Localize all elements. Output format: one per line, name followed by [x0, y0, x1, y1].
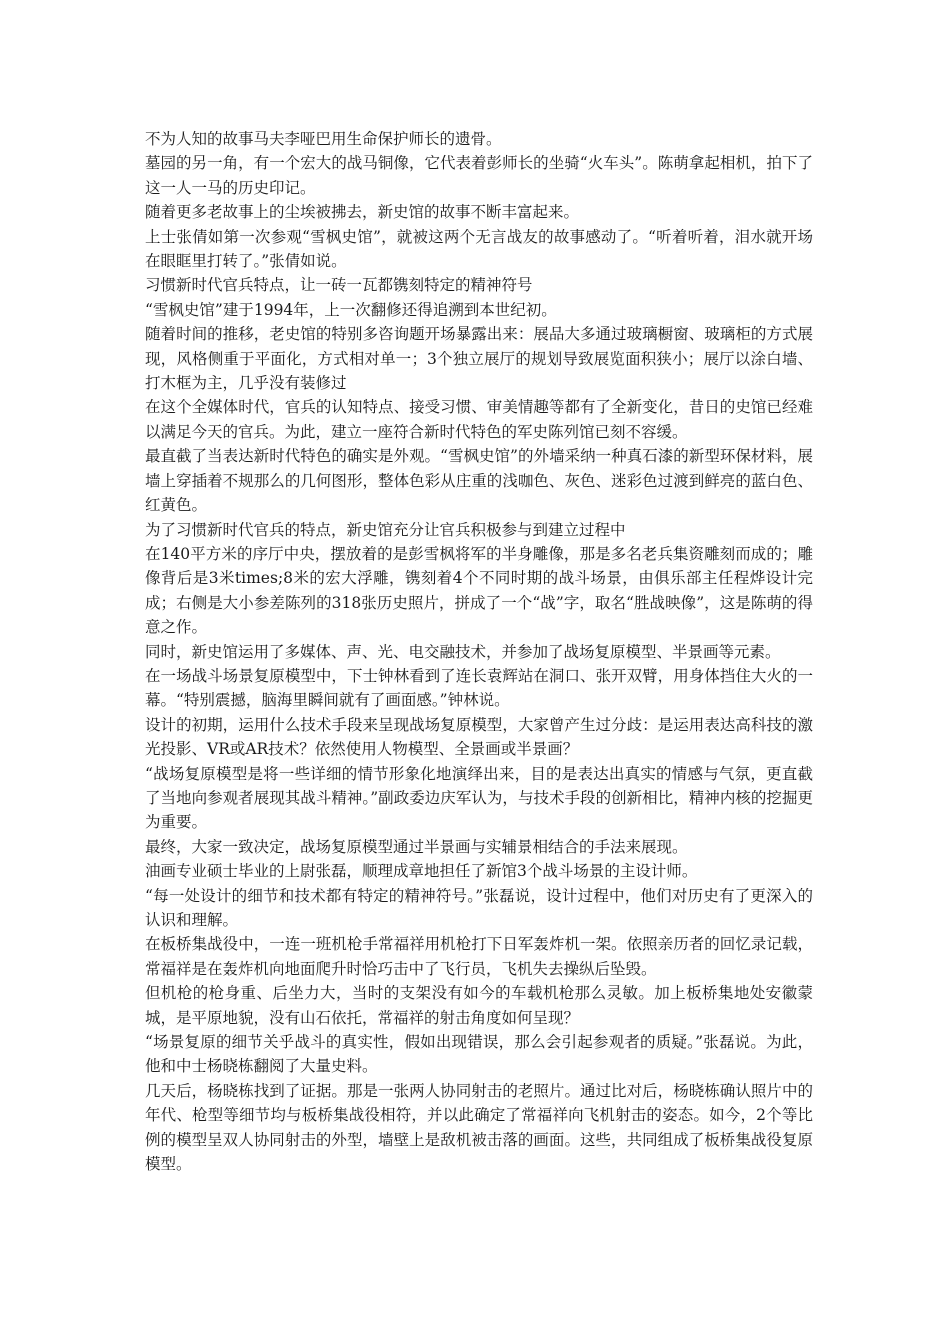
paragraph: “战场复原模型是将一些详细的情节形象化地演绎出来，目的是表达出真实的情感与气氛，更直截了当地向参观者展现其战斗精神。”副政委边庆军认为，与技术手段的创新相比，精神内核的挖掘更为重要。 [145, 764, 813, 832]
paragraph: 不为人知的故事马夫李哑巴用生命保护师长的遗骨。 [145, 130, 502, 148]
paragraph: “每一处设计的细节和技术都有特定的精神符号。”张磊说，设计过程中，他们对历史有了更深入的认识和理解。 [145, 886, 813, 929]
paragraph: 墓园的另一角，有一个宏大的战马铜像，它代表着彭师长的坐骑“火车头”。陈萌拿起相机，拍下了这一人一马的历史印记。 [145, 154, 813, 197]
paragraph: 设计的初期，运用什么技术手段来呈现战场复原模型，大家曾产生过分歧：是运用表达高科技的激光投影、VR或AR技术？依然使用人物模型、全景画或半景画？ [145, 715, 813, 759]
paragraph: “雪枫史馆”建于1994年，上一次翻修还得追溯到本世纪初。 [145, 300, 557, 319]
paragraph: 在140平方米的序厅中央，摆放着的是彭雪枫将军的半身雕像，那是多名老兵集资雕刻而成的；雕像背后是3米times;8米的宏大浮雕，镌刻着4个不同时期的战斗场景，由俱乐部主任程烨设计完成；右侧是大小参差陈列的318张历史照片，拼成了一个“战”字，取名“胜战映像”，这是陈萌的得意之作。 [145, 544, 813, 637]
paragraph: 同时，新史馆运用了多媒体、声、光、电交融技术，并参加了战场复原模型、半景画等元素。 [145, 642, 781, 661]
paragraph: 最直截了当表达新时代特色的确实是外观。“雪枫史馆”的外墙采纳一种真石漆的新型环保材料，展墙上穿插着不规那么的几何图形，整体色彩从庄重的浅咖色、灰色、迷彩色过渡到鲜亮的蓝白色、红黄色。 [145, 447, 813, 515]
paragraph: 几天后，杨晓栋找到了证据。那是一张两人协同射击的老照片。通过比对后，杨晓栋确认照片中的年代、枪型等细节均与板桥集战役相符，并以此确定了常福祥向飞机射击的姿态。如今，2个等比例的模型呈双人协同射击的外型，墙壁上是敌机被击落的画面。这些，共同组成了板桥集战役复原模型。 [145, 1081, 813, 1174]
paragraph: 随着时间的推移，老史馆的特别多咨询题开场暴露出来：展品大多通过玻璃橱窗、玻璃柜的方式展现，风格侧重于平面化，方式相对单一；3个独立展厅的规划导致展览面积狭小；展厅以涂白墙、打木框为主，几乎没有装修过 [145, 325, 813, 393]
paragraph: 最终，大家一致决定，战场复原模型通过半景画与实辅景相结合的手法来展现。 [145, 837, 688, 856]
paragraph: 随着更多老故事上的尘埃被拂去，新史馆的故事不断丰富起来。 [145, 203, 580, 222]
paragraph: 上士张倩如第一次参观“雪枫史馆”，就被这两个无言战友的故事感动了。“听着听着，泪水就开场在眼眶里打转了。”张倩如说。 [145, 227, 813, 271]
paragraph: 在一场战斗场景复原模型中，下士钟林看到了连长袁辉站在洞口、张开双臂，用身体挡住大火的一幕。“特别震撼，脑海里瞬间就有了画面感。”钟林说。 [145, 666, 813, 710]
paragraph: 在这个全媒体时代，官兵的认知特点、接受习惯、审美情趣等都有了全新变化，昔日的史馆已经难以满足今天的官兵。为此，建立一座符合新时代特色的军史陈列馆已刻不容缓。 [145, 398, 813, 441]
document-body [145, 127, 813, 1176]
paragraph: “场景复原的细节关乎战斗的真实性，假如出现错误，那么会引起参观者的质疑。”张磊说。为此，他和中士杨晓栋翻阅了大量史料。 [145, 1033, 813, 1076]
section-heading: 习惯新时代官兵特点，让一砖一瓦都镌刻特定的精神符号 [145, 276, 533, 295]
paragraph: 但机枪的枪身重、后坐力大，当时的支架没有如今的车载机枪那么灵敏。加上板桥集地处安徽蒙城，是平原地貌，没有山石依托，常福祥的射击角度如何呈现？ [145, 984, 813, 1027]
paragraph: 在板桥集战役中，一连一班机枪手常福祥用机枪打下日军轰炸机一架。依照亲历者的回忆录记载，常福祥是在轰炸机向地面爬升时恰巧击中了飞行员，飞机失去操纵后坠毁。 [145, 935, 813, 978]
paragraph: 为了习惯新时代官兵的特点，新史馆充分让官兵积极参与到建立过程中 [145, 520, 626, 539]
paragraph: 油画专业硕士毕业的上尉张磊，顺理成章地担任了新馆3个战斗场景的主设计师。 [145, 862, 698, 881]
